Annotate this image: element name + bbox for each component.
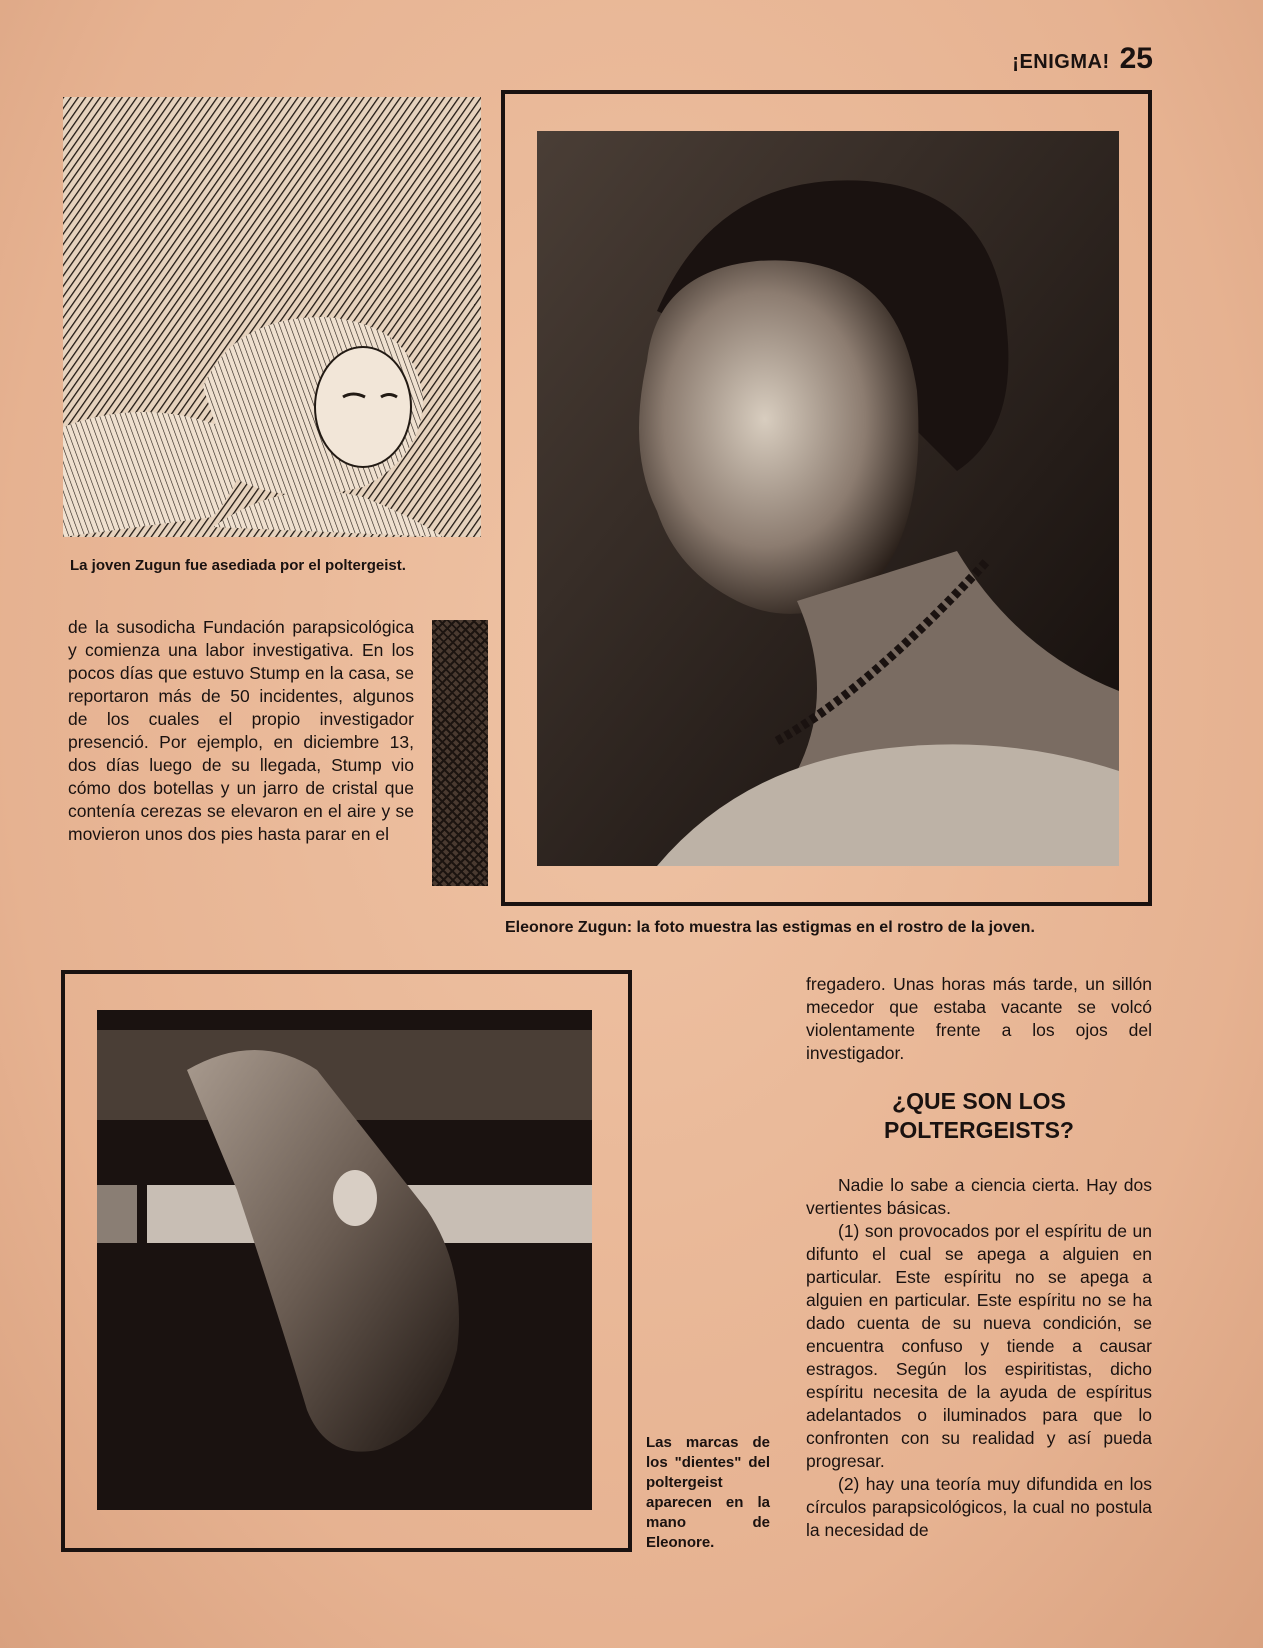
section-heading-line-1: ¿QUE SON LOS [892,1088,1066,1114]
section-heading [806,1087,1152,1145]
decorative-texture-strip [432,620,488,886]
engraving-illustration [63,97,481,537]
article-text-part3 [806,1174,1152,1542]
article-text-part1 [68,616,414,846]
caption-hand-text: Las marcas de los "dientes" del poltergeist aparecen en la mano de Eleonore. [646,1434,770,1551]
paragraph-3: Nadie lo sabe a ciencia cierta. Hay dos vertientes básicas. [806,1175,1152,1218]
portrait-image [537,131,1119,866]
hand-photo [97,1010,592,1510]
illustration-girl-in-bed [63,97,481,537]
page-header [1012,42,1153,76]
section-heading-line-2: POLTERGEISTS? [884,1117,1074,1143]
portrait-photo-eleonore [537,131,1119,866]
caption-hand [646,1433,770,1553]
paragraph-1: de la susodicha Fundación parapsicológica y comienza una labor investigativa. En los pocos días que estuvo Stump en la casa, se reportaron más de 50 incidentes, algunos de los cuales el propio investigador presenció. Por ejemplo, en diciembre 13, dos días luego de su llegada, Stump vio cómo dos botellas y un jarro de cristal que contenía cerezas se elevaron en el aire y se movieron unos dos pies hasta parar en el [68,617,414,844]
paragraph-4: (1) son provocados por el espíritu de un difunto el cual se apega a alguien en particular. Este espíritu no se apega a alguien en particular. Este espíritu no se ha dado cuenta de su nueva condición, se encuentra confuso y tiende a causar estragos. Según los espiritistas, dicho espíritu necesita de la ayuda de espíritus adelantados o iluminados para que lo confronten con su realidad y así pueda progresar. [806,1221,1152,1471]
caption-portrait: Eleonore Zugun: la foto muestra las estigmas en el rostro de la joven. [505,919,1035,936]
paragraph-5: (2) hay una teoría muy difundida en los círculos parapsicológicos, la cual no postula la necesidad de [806,1474,1152,1540]
caption-illustration: La joven Zugun fue asediada por el poltergeist. [70,557,406,574]
article-text-part2 [806,973,1152,1065]
hand-image [97,1010,592,1510]
paragraph-2: fregadero. Unas horas más tarde, un sillón mecedor que estaba vacante se volcó violentamente frente a los ojos del investigador. [806,974,1152,1063]
magazine-name: ¡ENIGMA! [1012,51,1110,73]
page-number: 25 [1119,42,1153,75]
